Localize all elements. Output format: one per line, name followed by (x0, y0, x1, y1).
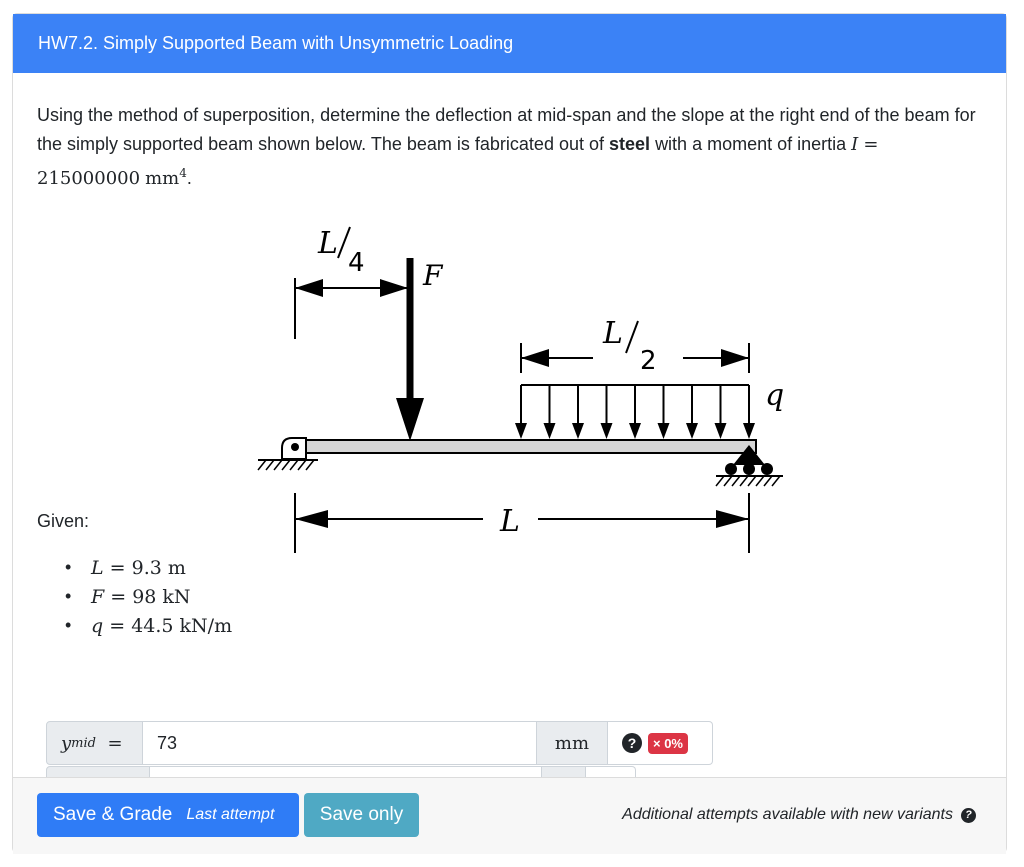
help-icon[interactable]: ? (622, 733, 642, 753)
question-header (13, 14, 1006, 73)
ground-hatch-left (258, 460, 314, 470)
load-arrow-head (715, 423, 727, 439)
save-only-button[interactable]: Save only (304, 793, 419, 837)
hatch-line (258, 460, 266, 470)
span-arrow-left (295, 510, 328, 528)
problem-text-1: Using the method of superposition, determine the deflection at mid-span and the slope at the right end of the beam for the simply supported beam shown below. The beam is fabricated out of (37, 105, 976, 154)
hatch-line (306, 460, 314, 470)
load-arrow-head (658, 423, 670, 439)
inertia-symbol: I (851, 134, 859, 155)
given-label: Given: (37, 511, 90, 531)
hatch-line (274, 460, 282, 470)
question-footer (13, 777, 1006, 854)
load-arrow-head (572, 423, 584, 439)
inertia-exponent: 4 (179, 166, 187, 180)
beam (293, 440, 756, 453)
inertia-value: 215000000 (37, 168, 141, 189)
roller-1 (725, 463, 737, 475)
attempts-note (622, 806, 976, 824)
half-arrow-right (721, 349, 749, 367)
answer-row-ymid (46, 721, 713, 765)
save-grade-label: Save & Grade (53, 804, 173, 825)
inertia-equals: = (863, 134, 879, 155)
load-arrow-head (544, 423, 556, 439)
quarter-arrow-left (295, 279, 323, 297)
hatch-line (290, 460, 298, 470)
distributed-load-arrows (515, 385, 755, 439)
load-arrow-head (629, 423, 641, 439)
given-item: • q = 44.5 kN/m (65, 614, 233, 637)
beam-diagram (238, 213, 785, 503)
last-attempt-label: Last attempt (186, 806, 275, 823)
load-arrow-head (686, 423, 698, 439)
load-arrow-head (515, 423, 527, 439)
inertia-unit: mm (145, 168, 180, 189)
hatch-line (266, 460, 274, 470)
question-title: HW7.2. Simply Supported Beam with Unsymmetric Loading (38, 33, 514, 53)
hatch-line (298, 460, 306, 470)
quarter-arrow-right (380, 279, 408, 297)
load-arrow-head (743, 423, 755, 439)
quarter-L-label: L (318, 226, 338, 261)
roller-2 (743, 463, 755, 475)
help-icon[interactable]: ? (961, 808, 976, 823)
ymid-label: y mid = (46, 721, 143, 765)
half-arrow-left (521, 349, 549, 367)
attempts-note-text: Additional attempts available with new variants (622, 806, 953, 823)
question-card (12, 13, 1007, 853)
ymid-input[interactable]: 73 (143, 721, 536, 765)
load-arrow-head (601, 423, 613, 439)
half-den-label: 2 (640, 346, 657, 376)
roller-3 (761, 463, 773, 475)
material-name: steel (609, 134, 651, 154)
ymid-unit: mm (536, 721, 608, 765)
score-badge: × 0% (648, 733, 688, 754)
span-L-label: L (500, 504, 520, 539)
quarter-den-label: 4 (348, 248, 365, 278)
given-item: • F = 98 kN (65, 585, 191, 608)
given-list (65, 553, 232, 640)
q-label: q (765, 378, 785, 413)
half-slash (626, 321, 638, 353)
save-grade-button[interactable] (37, 793, 299, 837)
span-dimension (238, 483, 778, 563)
hatch-line (282, 460, 290, 470)
given-item: • L = 9.3 m (65, 556, 186, 579)
problem-text-2: with a moment of inertia (655, 134, 847, 154)
force-arrow-head (396, 398, 424, 441)
half-L-label: L (603, 316, 623, 351)
span-arrow-right (716, 510, 749, 528)
period: . (186, 168, 192, 188)
problem-statement (37, 101, 977, 193)
ymid-status (608, 721, 713, 765)
pin (291, 443, 299, 451)
force-label: F (423, 259, 443, 292)
